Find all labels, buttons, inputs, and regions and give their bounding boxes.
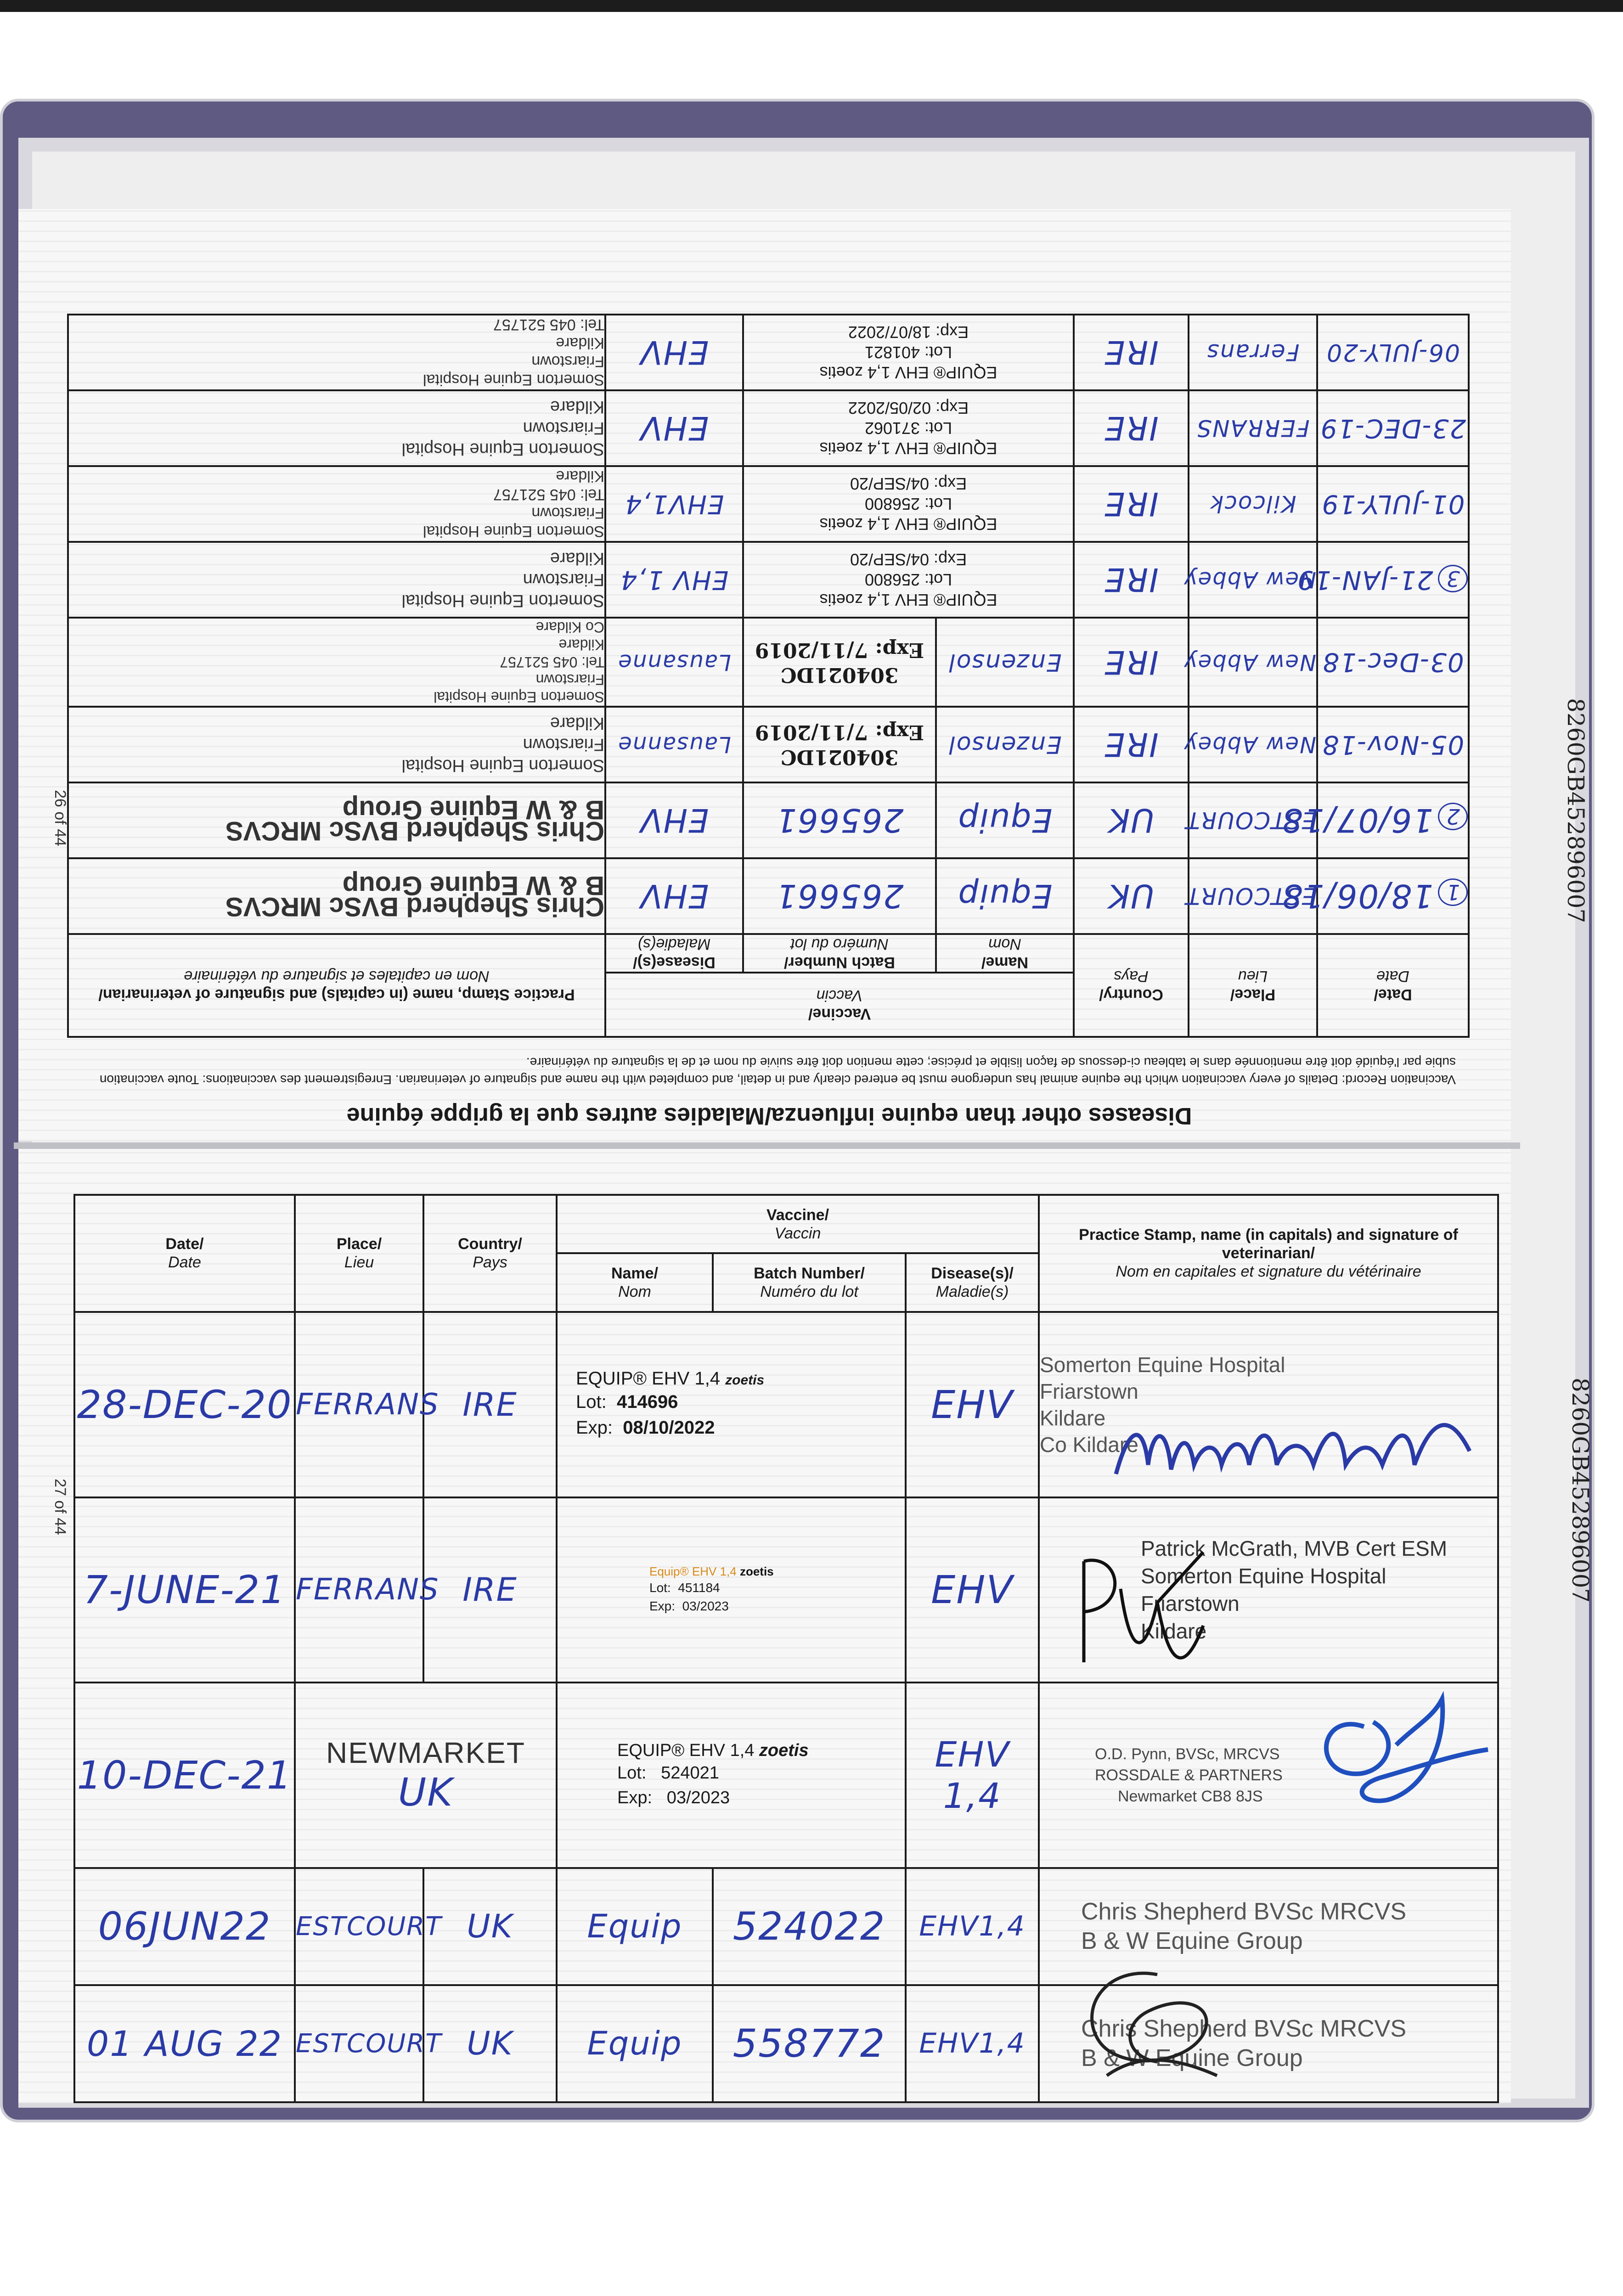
upper-vaccination-table <box>67 314 1470 1038</box>
header-date: Date/ Date <box>1317 934 1469 1037</box>
row-date: 7-JUNE-21 <box>74 1497 295 1683</box>
row-date: 05-Nov-18 <box>1317 707 1469 782</box>
row-vaccine-name: Equip <box>557 1985 713 2102</box>
vaccination-record-instructions: Vaccination Record: Details of every vaccination which the equine animal has undergone must be entered clearly and in detail, and completed with the name and signature of veterinarian. Enregistrement des vaccinations: Toute vaccination subie par l'équidé doit être mentionnée dans le tableau ci-dessous de façon lisible et précise; cette mention doit être suivie du nom et de la signature du vétérinaire. <box>99 1055 1456 1087</box>
row-disease: EHV <box>605 782 743 858</box>
row-disease: EHV <box>906 1497 1039 1683</box>
row-country: IRE <box>1074 390 1189 466</box>
table-row <box>68 315 1469 390</box>
row-vet-stamp: Somerton Equine Hospital Friarstown Tel: 045 521757 Kildare Co Kildare <box>68 618 605 707</box>
upper-document-id: 8260GB452896007 <box>1562 698 1589 923</box>
row-disease: EHV <box>906 1312 1039 1497</box>
row-place: FERRANS <box>1189 390 1317 466</box>
header-batch: Batch Number/ Numéro du lot <box>743 934 936 973</box>
row-vaccine-name: Enzensol <box>936 618 1074 707</box>
row-vet-stamp: Chris Shepherd BVSc MRCVS B & W Equine Group <box>1039 1868 1498 1985</box>
row-country: IRE <box>1074 542 1189 618</box>
row-vial-label: EQUIP® EHV 1,4 zoetis Lot: 524021 Exp: 03/2023 <box>557 1683 906 1868</box>
table-row <box>68 542 1469 618</box>
row-place: FERRANS <box>295 1497 423 1683</box>
header-stamp: Practice Stamp, name (in capitals) and signature of veterinarian/ Nom en capitales et signature du vétérinaire <box>1039 1195 1498 1312</box>
lower-page-content <box>73 1194 1497 2103</box>
row-date: 118/06/18 <box>1317 858 1469 934</box>
header-stamp: Practice Stamp, name (in capitals) and signature of veterinarian/ Nom en capitales et signature du vétérinaire <box>68 934 605 1037</box>
row-vaccine-name: Enzensol <box>936 707 1074 782</box>
header-vaccine: Vaccine/ Vaccin <box>557 1195 1039 1253</box>
row-country: IRE <box>1074 707 1189 782</box>
row-disease: EHV 1,4 <box>605 542 743 618</box>
header-name: Name/ Nom <box>936 934 1074 973</box>
header-country: Country/ Pays <box>423 1195 557 1312</box>
row-batch: 304021DC Exp: 7/11/2019 <box>743 618 936 707</box>
table-row <box>68 707 1469 782</box>
table-header <box>74 1195 1498 1253</box>
row-batch: 304021DC Exp: 7/11/2019 <box>743 707 936 782</box>
row-disease: EHV1,4 <box>605 466 743 542</box>
signature-shepherd <box>1065 1947 1258 2099</box>
row-batch: 265661 <box>743 782 936 858</box>
lower-page-number: 27 of 44 <box>51 1479 69 1535</box>
row-country: IRE <box>1074 466 1189 542</box>
row-place: New Abbey <box>1189 618 1317 707</box>
row-place: New Abbey <box>1189 542 1317 618</box>
row-place: NEWMARKET <box>326 1736 525 1770</box>
header-disease: Disease(s)/ Maladie(s) <box>605 934 743 973</box>
row-vet-stamp: Chris Shepherd BVSc MRCVS B & W Equine Group <box>1039 1985 1498 2102</box>
row-country: UK <box>423 1985 557 2102</box>
row-date: 23-DEC-19 <box>1317 390 1469 466</box>
row-vaccine-name: Equip <box>936 782 1074 858</box>
signature-pynn <box>1304 1671 1497 1809</box>
header-batch: Batch Number/ Numéro du lot <box>713 1253 906 1311</box>
row-vial-label: Equip® EHV 1,4 zoetis Lot: 451184 Exp: 03/2023 <box>557 1497 906 1683</box>
header-vaccine: Vaccine/ Vaccin <box>605 973 1074 1037</box>
row-country: IRE <box>1074 315 1189 390</box>
row-vet-stamp: Somerton Equine Hospital Friarstown Kildare <box>68 542 605 618</box>
row-vet-stamp: Chris Shepherd BVSc MRCVS B & W Equine Group <box>68 782 605 858</box>
row-country: UK <box>1074 782 1189 858</box>
header-disease: Disease(s)/ Maladie(s) <box>906 1253 1039 1311</box>
row-disease: EHV1,4 <box>906 1868 1039 1985</box>
row-disease: Lausanne <box>605 707 743 782</box>
table-row <box>74 1985 1498 2102</box>
row-vet-stamp: O.D. Pynn, BVSc, MRCVS ROSSDALE & PARTNERS Newmarket CB8 8JS <box>1039 1683 1498 1868</box>
row-place: FERRANS <box>295 1312 423 1497</box>
header-place: Place/ Lieu <box>295 1195 423 1312</box>
row-place: Kilcock <box>1189 466 1317 542</box>
row-disease: EHV <box>605 858 743 934</box>
row-batch: 558772 <box>713 1985 906 2102</box>
row-vet-stamp: Chris Shepherd BVSc MRCVS B & W Equine Group <box>68 858 605 934</box>
row-country: UK <box>398 1770 454 1815</box>
book-spine <box>14 1142 1520 1149</box>
row-vial-label: EQUIP® EHV 1,4 zoetis Lot: 401821 Exp: 18/07/2022 <box>743 315 1074 390</box>
row-place: ESTCOURT <box>295 1985 423 2102</box>
table-row <box>68 618 1469 707</box>
row-vet-stamp: Somerton Equine Hospital Friarstown Kildare <box>68 390 605 466</box>
section-title: Diseases other than equine influenza/Maladies autres que la grippe équine <box>346 1103 1192 1129</box>
table-row <box>68 858 1469 934</box>
row-date: 321-JAN-19 <box>1317 542 1469 618</box>
row-place: ESTCOURT <box>1189 782 1317 858</box>
table-row <box>68 466 1469 542</box>
header-place: Place/ Lieu <box>1189 934 1317 1037</box>
row-disease: Lausanne <box>605 618 743 707</box>
row-date: 10-DEC-21 <box>74 1683 295 1868</box>
row-place: ESTCOURT <box>1189 858 1317 934</box>
row-date: 06-JULY-20 <box>1317 315 1469 390</box>
row-batch: 265661 <box>743 858 936 934</box>
row-place: ESTCOURT <box>295 1868 423 1985</box>
row-vet-stamp: Somerton Equine Hospital Friarstown Kildare Tel: 045 521757 <box>68 315 605 390</box>
lower-document-id: 8260GB452896007 <box>1567 1378 1594 1603</box>
row-country: IRE <box>423 1497 557 1683</box>
vial-brand: EQUIP® EHV 1,4 <box>576 1368 721 1389</box>
row-date: 01-JULY-19 <box>1317 466 1469 542</box>
row-vaccine-name: Equip <box>557 1868 713 1985</box>
header-country: Country/ Pays <box>1074 934 1189 1037</box>
row-batch: 524022 <box>713 1868 906 1985</box>
table-row <box>74 1868 1498 1985</box>
signature-mcgrath-2 <box>1065 1534 1231 1699</box>
row-disease: EHV <box>605 390 743 466</box>
table-header <box>68 973 1469 1037</box>
row-place-country <box>295 1683 557 1868</box>
row-country: IRE <box>1074 618 1189 707</box>
row-vet-stamp: Patrick McGrath, MVB Cert ESM Somerton Equine Hospital Friarstown Kildare <box>1039 1497 1498 1683</box>
vial-maker: zoetis <box>725 1373 765 1388</box>
row-date: 216/07/18 <box>1317 782 1469 858</box>
header-date: Date/ Date <box>74 1195 295 1312</box>
row-place: New Abbey <box>1189 707 1317 782</box>
table-row <box>68 782 1469 858</box>
signature-mcgrath-1 <box>1111 1396 1488 1488</box>
lower-vaccination-table <box>73 1194 1499 2103</box>
row-country: IRE <box>423 1312 557 1497</box>
row-vaccine-name: Equip <box>936 858 1074 934</box>
row-country: UK <box>423 1868 557 1985</box>
row-vial-label: EQUIP® EHV 1,4 zoetis Lot: 256800 Exp: 04/SEP/20 <box>743 542 1074 618</box>
row-vet-stamp: Somerton Equine Hospital Friarstown Tel: 045 521757 Kildare <box>68 466 605 542</box>
table-row <box>68 390 1469 466</box>
row-country: UK <box>1074 858 1189 934</box>
row-date: 01 AUG 22 <box>74 1985 295 2102</box>
table-row <box>74 1683 1498 1868</box>
upper-page-number: 26 of 44 <box>51 790 69 846</box>
row-vial-label: EQUIP® EHV 1,4 zoetis Lot: 256800 Exp: 04/SEP/20 <box>743 466 1074 542</box>
row-vial-label: EQUIP® EHV 1,4 zoetis Lot: 414696 Exp: 08/10/2022 <box>557 1312 906 1497</box>
scan-edge <box>0 0 1623 12</box>
row-place: Ferrans <box>1189 315 1317 390</box>
header-name: Name/ Nom <box>557 1253 713 1311</box>
row-date: 06JUN22 <box>74 1868 295 1985</box>
table-row <box>74 1497 1498 1683</box>
upper-page-content <box>69 316 1470 1130</box>
row-disease: EHV1,4 <box>906 1985 1039 2102</box>
row-disease: EHV 1,4 <box>906 1683 1039 1868</box>
row-vet-stamp: Somerton Equine Hospital Friarstown Kildare <box>68 707 605 782</box>
row-vial-label: EQUIP® EHV 1,4 zoetis Lot: 371062 Exp: 02/05/2022 <box>743 390 1074 466</box>
row-date: 28-DEC-20 <box>74 1312 295 1497</box>
row-vet-stamp: Somerton Equine Hospital Friarstown Kildare Co Kildare <box>1039 1312 1498 1497</box>
row-disease: EHV <box>605 315 743 390</box>
row-date: 03-Dec-18 <box>1317 618 1469 707</box>
